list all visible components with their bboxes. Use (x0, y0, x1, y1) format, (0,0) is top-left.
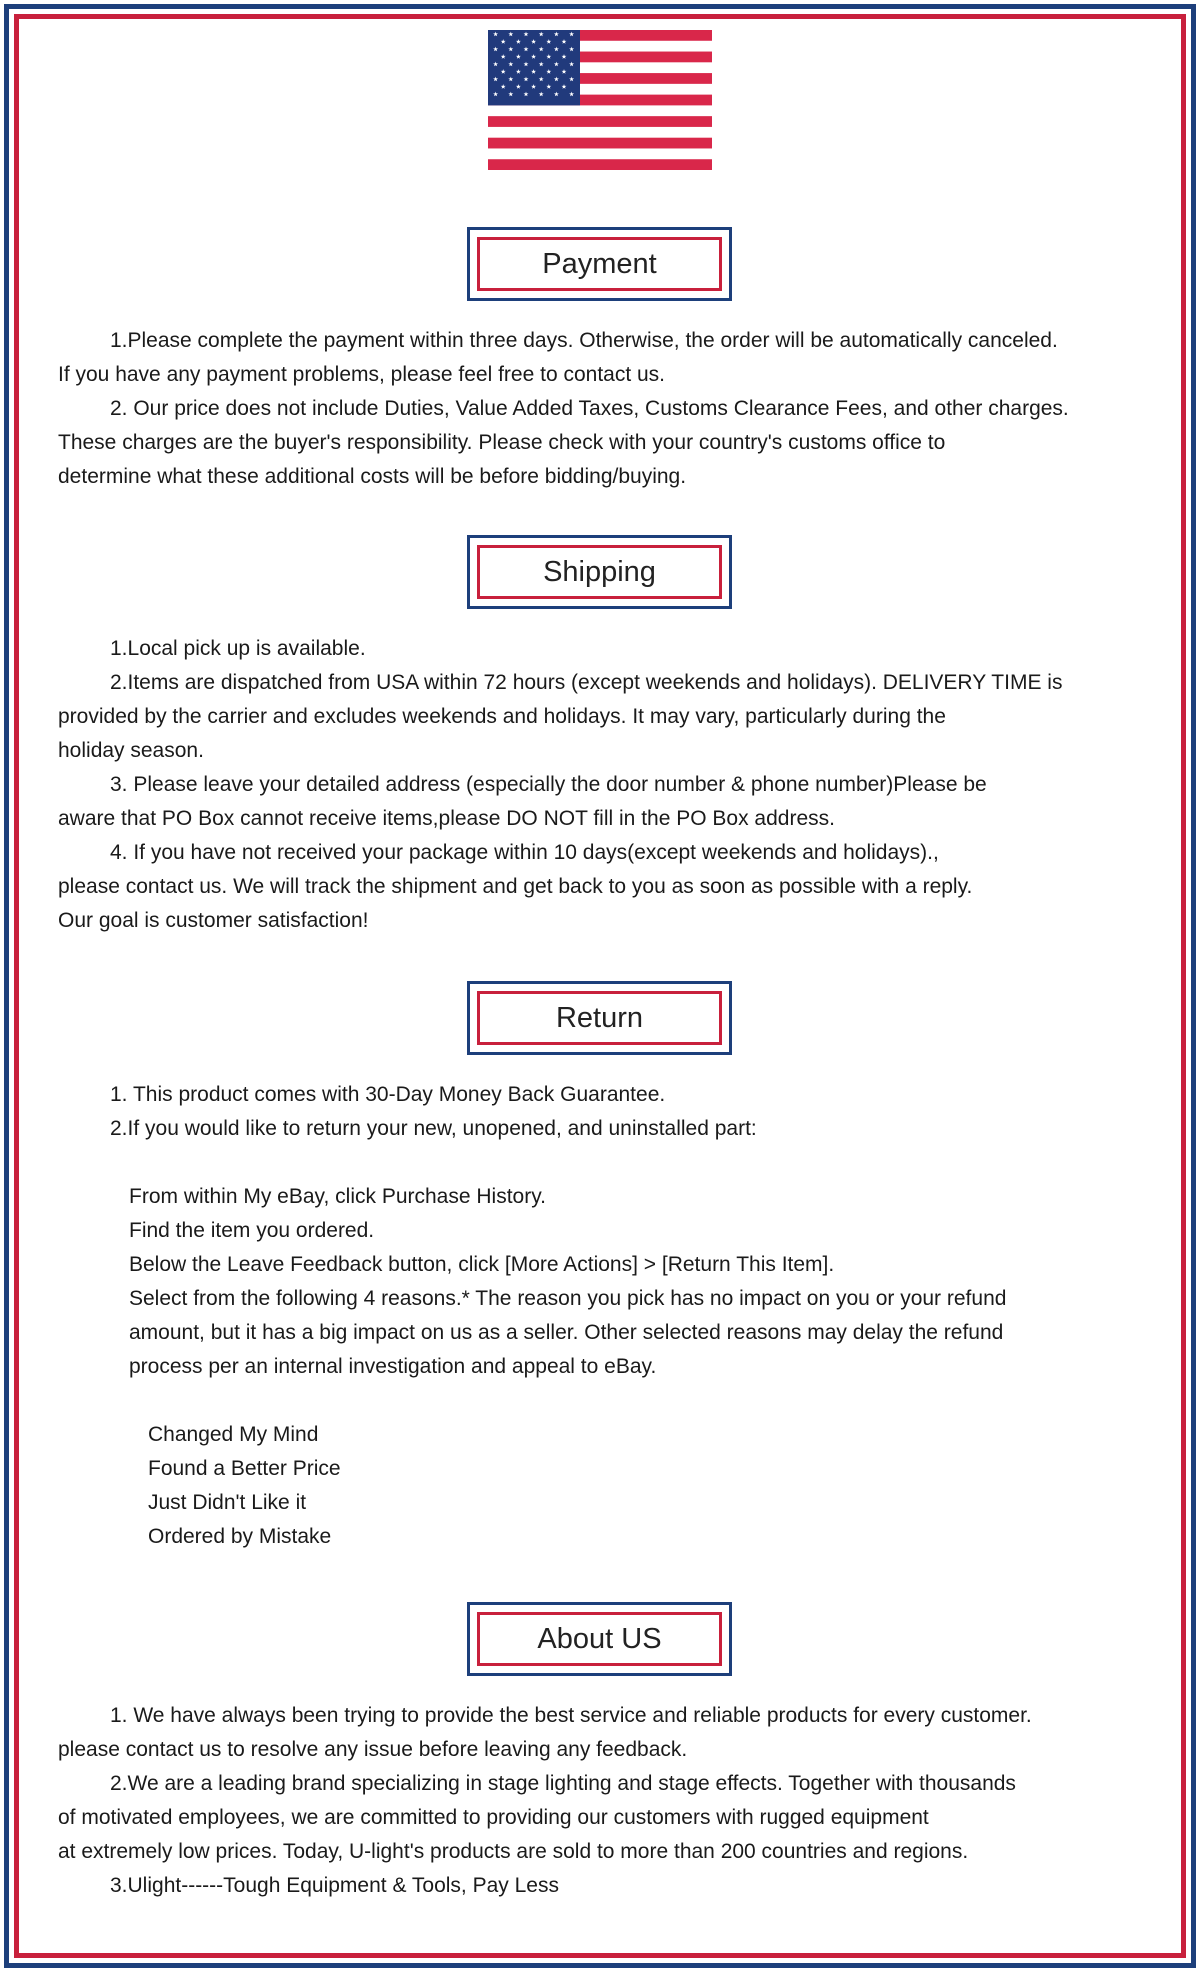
return-section (58, 1078, 1158, 1554)
return-line: 1. This product comes with 30-Day Money Back Guarantee. (110, 1083, 666, 1106)
return-title: Return (477, 991, 722, 1045)
shipping-line: please contact us. We will track the shipment and get back to you as soon as possible with a reply. (58, 875, 973, 898)
shipping-line: 4. If you have not received your package within 10 days(except weekends and holidays)., (110, 841, 939, 864)
shipping-line: 2.Items are dispatched from USA within 72 hours (except weekends and holidays). DELIVERY TIME is (110, 671, 1063, 694)
return-title-box (467, 981, 732, 1055)
about-section (58, 1699, 1158, 1903)
payment-title-box (467, 227, 732, 301)
shipping-title: Shipping (477, 545, 722, 599)
about-line: 3.Ulight------Tough Equipment & Tools, Pay Less (110, 1874, 559, 1897)
return-step: process per an internal investigation and appeal to eBay. (129, 1355, 657, 1378)
shipping-line: 1.Local pick up is available. (110, 637, 366, 660)
about-line: 2.We are a leading brand specializing in stage lighting and stage effects. Together with thousands (110, 1772, 1016, 1795)
return-line: 2.If you would like to return your new, unopened, and uninstalled part: (110, 1117, 757, 1140)
shipping-line: holiday season. (58, 739, 204, 762)
about-title-box (467, 1602, 732, 1676)
return-step: Select from the following 4 reasons.* The reason you pick has no impact on you or your refund (129, 1287, 1007, 1310)
about-title: About US (477, 1612, 722, 1666)
payment-section (58, 324, 1158, 494)
payment-line: If you have any payment problems, please feel free to contact us. (58, 363, 666, 386)
payment-line: These charges are the buyer's responsibility. Please check with your country's customs office to (58, 431, 946, 454)
payment-line: determine what these additional costs will be before bidding/buying. (58, 465, 687, 488)
return-reason: Changed My Mind (148, 1423, 319, 1446)
return-reason: Found a Better Price (148, 1457, 341, 1480)
return-step: Below the Leave Feedback button, click [More Actions] > [Return This Item]. (129, 1253, 835, 1276)
about-line: 1. We have always been trying to provide the best service and reliable products for every customer. (110, 1704, 1032, 1727)
return-step: From within My eBay, click Purchase History. (129, 1185, 546, 1208)
shipping-line: provided by the carrier and excludes weekends and holidays. It may vary, particularly during the (58, 705, 946, 728)
payment-line: 1.Please complete the payment within three days. Otherwise, the order will be automatically canceled. (110, 329, 1058, 352)
shipping-line: 3. Please leave your detailed address (especially the door number & phone number)Please be (110, 773, 987, 796)
about-line: of motivated employees, we are committed to providing our customers with rugged equipment (58, 1806, 929, 1829)
return-reason: Just Didn't Like it (148, 1491, 307, 1514)
shipping-section (58, 632, 1158, 938)
about-line: at extremely low prices. Today, U-light's products are sold to more than 200 countries and regions. (58, 1840, 969, 1863)
about-line: please contact us to resolve any issue before leaving any feedback. (58, 1738, 688, 1761)
shipping-line: aware that PO Box cannot receive items,please DO NOT fill in the PO Box address. (58, 807, 835, 830)
shipping-line: Our goal is customer satisfaction! (58, 909, 369, 932)
return-step: amount, but it has a big impact on us as a seller. Other selected reasons may delay the refund (129, 1321, 1004, 1344)
return-step: Find the item you ordered. (129, 1219, 375, 1242)
usa-flag-icon (488, 30, 712, 170)
shipping-title-box (467, 535, 732, 609)
return-reason: Ordered by Mistake (148, 1525, 332, 1548)
payment-title: Payment (477, 237, 722, 291)
payment-line: 2. Our price does not include Duties, Value Added Taxes, Customs Clearance Fees, and other charges. (110, 397, 1069, 420)
